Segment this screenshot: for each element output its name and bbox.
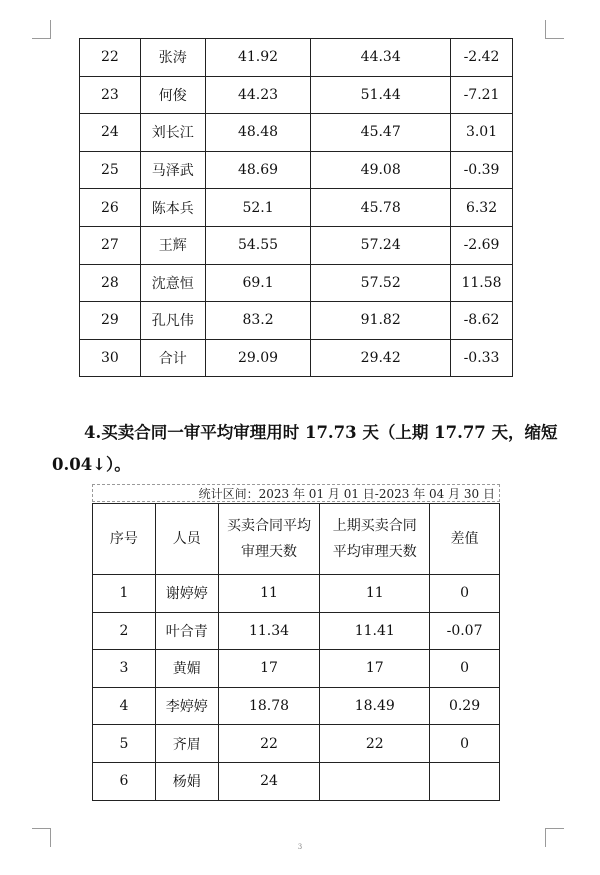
- table-row: [93, 575, 500, 613]
- cell-name: 黄媚: [155, 650, 218, 688]
- cell-previous: 22: [320, 725, 430, 763]
- header-current: [218, 504, 320, 575]
- cell-name: 合计: [140, 339, 205, 377]
- cell-current: 29.09: [205, 339, 311, 377]
- table-row: [93, 725, 500, 763]
- cell-previous: 91.82: [311, 302, 451, 340]
- table-row: [93, 650, 500, 688]
- cell-diff: -2.69: [451, 226, 513, 264]
- trial-time-table-continued: [79, 38, 513, 377]
- cell-current: 17: [218, 650, 320, 688]
- header-previous-line1: 上期买卖合同: [332, 518, 417, 534]
- statistics-range: 统计区间：2023 年 01 月 01 日-2023 年 04 月 30 日: [92, 484, 500, 502]
- cell-current: 83.2: [205, 302, 311, 340]
- cell-current: 22: [218, 725, 320, 763]
- cell-current: 44.23: [205, 76, 311, 114]
- cell-no: 25: [80, 151, 141, 189]
- cell-diff: 11.58: [451, 264, 513, 302]
- cell-name: 张涛: [140, 39, 205, 77]
- cell-current: 48.48: [205, 114, 311, 152]
- header-no: 序号: [93, 504, 156, 575]
- table-row: [80, 39, 513, 77]
- cell-name: 谢婷婷: [155, 575, 218, 613]
- cell-current: 69.1: [205, 264, 311, 302]
- cell-no: 28: [80, 264, 141, 302]
- cell-previous: 18.49: [320, 687, 430, 725]
- cell-diff: -2.42: [451, 39, 513, 77]
- cell-no: 30: [80, 339, 141, 377]
- page-number: 3: [297, 843, 303, 851]
- cell-no: 6: [93, 762, 156, 800]
- sales-contract-trial-time-table: [92, 503, 500, 801]
- cell-no: 2: [93, 612, 156, 650]
- cell-previous: 11.41: [320, 612, 430, 650]
- cell-diff: [430, 762, 500, 800]
- cell-current: 54.55: [205, 226, 311, 264]
- cell-diff: -0.07: [430, 612, 500, 650]
- cell-name: 刘长江: [140, 114, 205, 152]
- cell-diff: -7.21: [451, 76, 513, 114]
- cell-previous: 57.52: [311, 264, 451, 302]
- cell-previous: 45.78: [311, 189, 451, 227]
- cell-name: 齐眉: [155, 725, 218, 763]
- cell-no: 1: [93, 575, 156, 613]
- cell-no: 29: [80, 302, 141, 340]
- cell-previous: 11: [320, 575, 430, 613]
- cell-previous: 57.24: [311, 226, 451, 264]
- cell-name: 李婷婷: [155, 687, 218, 725]
- cell-current: 48.69: [205, 151, 311, 189]
- cell-previous: 45.47: [311, 114, 451, 152]
- cell-no: 27: [80, 226, 141, 264]
- table-row: [93, 612, 500, 650]
- table-header-row: [93, 504, 500, 575]
- header-diff: 差值: [430, 504, 500, 575]
- cell-diff: -0.39: [451, 151, 513, 189]
- header-previous: [320, 504, 430, 575]
- cell-current: 41.92: [205, 39, 311, 77]
- cell-name: 陈本兵: [140, 189, 205, 227]
- cell-diff: 3.01: [451, 114, 513, 152]
- crop-mark-top-right: [545, 20, 564, 39]
- cell-name: 沈意恒: [140, 264, 205, 302]
- table-row: [80, 114, 513, 152]
- cell-previous: 51.44: [311, 76, 451, 114]
- cell-diff: -8.62: [451, 302, 513, 340]
- table-row: [80, 302, 513, 340]
- cell-name: 何俊: [140, 76, 205, 114]
- cell-name: 王辉: [140, 226, 205, 264]
- cell-previous: 29.42: [311, 339, 451, 377]
- cell-previous: 17: [320, 650, 430, 688]
- cell-diff: -0.33: [451, 339, 513, 377]
- cell-no: 5: [93, 725, 156, 763]
- cell-name: 叶合青: [155, 612, 218, 650]
- cell-no: 22: [80, 39, 141, 77]
- table-row-total: [80, 339, 513, 377]
- header-current-line1: 买卖合同平均: [227, 518, 311, 534]
- table-row: [80, 226, 513, 264]
- cell-current: 24: [218, 762, 320, 800]
- header-person: 人员: [155, 504, 218, 575]
- table-row: [80, 76, 513, 114]
- cell-no: 23: [80, 76, 141, 114]
- cell-previous: 49.08: [311, 151, 451, 189]
- cell-previous: [320, 762, 430, 800]
- cell-diff: 0: [430, 650, 500, 688]
- cell-current: 18.78: [218, 687, 320, 725]
- header-current-line2: 审理天数: [241, 544, 297, 560]
- table2-body: [93, 504, 500, 801]
- header-previous-line2: 平均审理天数: [332, 544, 417, 560]
- table-row: [93, 762, 500, 800]
- cell-current: 11: [218, 575, 320, 613]
- cell-no: 3: [93, 650, 156, 688]
- cell-previous: 44.34: [311, 39, 451, 77]
- crop-mark-top-left: [32, 20, 51, 39]
- cell-current: 11.34: [218, 612, 320, 650]
- table-row: [80, 264, 513, 302]
- cell-diff: 6.32: [451, 189, 513, 227]
- cell-no: 26: [80, 189, 141, 227]
- cell-no: 24: [80, 114, 141, 152]
- cell-name: 杨娟: [155, 762, 218, 800]
- table-row: [80, 151, 513, 189]
- table-row: [80, 189, 513, 227]
- cell-diff: 0: [430, 575, 500, 613]
- cell-diff: 0.29: [430, 687, 500, 725]
- section-4-heading: 4.买卖合同一审平均审理用时 17.73 天（上期 17.77 天，缩短 0.04↓）。: [52, 423, 558, 474]
- cell-name: 孔凡伟: [140, 302, 205, 340]
- cell-name: 马泽武: [140, 151, 205, 189]
- table-row: [93, 687, 500, 725]
- cell-no: 4: [93, 687, 156, 725]
- cell-current: 52.1: [205, 189, 311, 227]
- cell-diff: 0: [430, 725, 500, 763]
- table1-body: [80, 39, 513, 377]
